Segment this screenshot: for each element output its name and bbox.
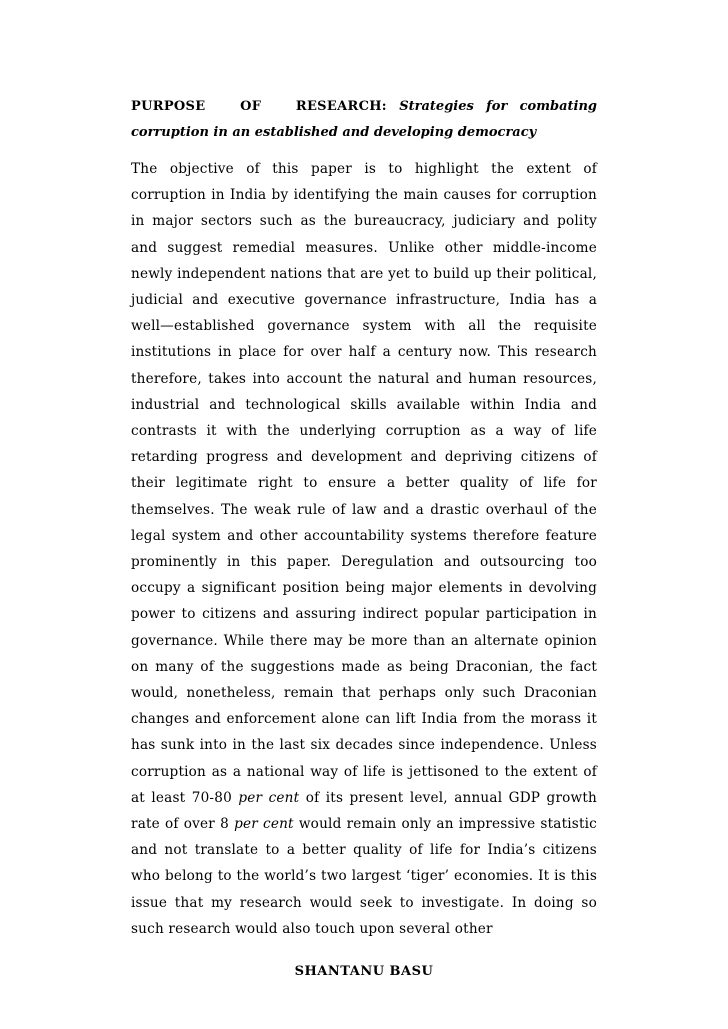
- document-page: [131, 94, 597, 942]
- body-text-part-2: of its present level, annual GDP growth rate of over 8: [131, 789, 597, 833]
- body-paragraph: [131, 156, 597, 942]
- section-heading: [131, 94, 597, 146]
- body-text-part-1: The objective of this paper is to highlight the extent of corruption in India by identifying the main causes for corruption in major sectors such as the bureaucracy, judiciary and polity and suggest remedial measures. Unlike other middle-income newly independent nations that are yet to build up their political, judicial and executive governance infrastructure, India has a well—established governance system with all the requisite institutions in place for over half a century now. This research therefore, takes into account the natural and human resources, industrial and technological skills available within India and contrasts it with the underlying corruption as a way of life retarding progress and development and depriving citizens of their legitimate right to ensure a better quality of life for themselves. The weak rule of law and a drastic overhaul of the legal system and other accountability systems therefore feature prominently in this paper. Deregulation and outsourcing too occupy a significant position being major elements in devolving power to citizens and assuring indirect popular participation in governance. While there may be more than an alternate opinion on many of the suggestions made as being Draconian, the fact would, nonetheless, remain that perhaps only such Draconian changes and enforcement alone can lift India from the morass it has sunk into in the last six decades since independence. Unless corruption as a national way of life is jettisoned to the extent of at least 70-80: [131, 161, 597, 806]
- body-emphasis-2: per cent: [234, 816, 294, 833]
- heading-label: PURPOSE OF RESEARCH:: [131, 99, 387, 114]
- body-emphasis-1: per cent: [238, 789, 300, 806]
- footer-author: SHANTANU BASU: [294, 964, 434, 979]
- body-text-part-3: would remain only an impressive statistic and not translate to a better quality of life for India’s citizens who belong to the world’s two largest ‘tiger’ economies. It is this issue that my research would seek to investigate. In doing so such research would also touch upon several other: [131, 816, 597, 937]
- heading-subtitle: Strategies for combating corruption in an established and developing democracy: [131, 99, 597, 140]
